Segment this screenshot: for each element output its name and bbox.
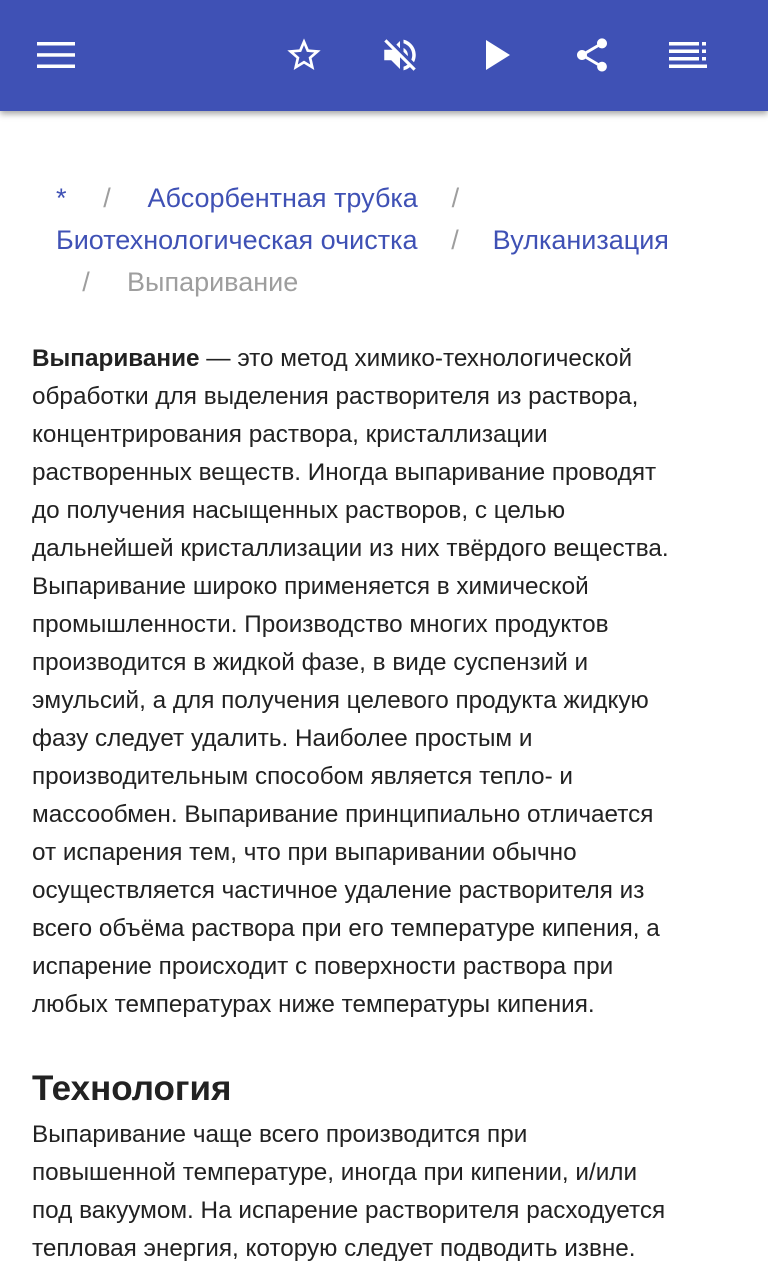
section-paragraph [32, 1116, 744, 1268]
lead-term: Выпаривание [32, 345, 200, 372]
app-toolbar [0, 0, 768, 111]
breadcrumb-link-absorbent-tube[interactable]: Абсорбентная трубка [147, 183, 418, 213]
paragraph-line: от испарения тем, что при выпаривании обычно [32, 839, 577, 866]
paragraph-line: промышленности. Производство многих продуктов [32, 611, 609, 638]
breadcrumb-home-link[interactable]: * [56, 183, 67, 213]
volume-off-icon [379, 34, 421, 76]
breadcrumb-link-biotech-cleaning[interactable]: Биотехнологическая очистка [56, 225, 418, 255]
star-outline-icon [283, 35, 325, 75]
paragraph-line: дальнейшей кристаллизации из них твёрдого вещества. [32, 535, 669, 562]
breadcrumb-separator: / [451, 183, 460, 213]
playlist-icon [669, 42, 707, 68]
breadcrumb-separator: / [451, 225, 459, 255]
paragraph-line: повышенной температуре, иногда при кипении, и/или [32, 1159, 638, 1186]
play-button[interactable] [470, 27, 526, 83]
contents-button[interactable] [660, 27, 716, 83]
menu-icon [37, 42, 75, 68]
share-button[interactable] [564, 27, 620, 83]
breadcrumb [56, 177, 736, 303]
paragraph-line: осуществляется частичное удаление растворителя из [32, 877, 645, 904]
paragraph-line: тепловая энергия, которую следует подводить извне. [32, 1235, 636, 1262]
paragraph-line: Выпаривание широко применяется в химической [32, 573, 589, 600]
play-icon [484, 40, 512, 70]
paragraph-line: испарение происходит с поверхности раствора при [32, 953, 614, 980]
paragraph-line: под вакуумом. На испарение растворителя расходуется [32, 1197, 666, 1224]
section-heading: Технология [32, 1069, 232, 1108]
paragraph-line: производится в жидкой фазе, в виде суспензий и [32, 649, 589, 676]
article-body [32, 340, 744, 1268]
paragraph-line: Выпаривание чаще всего производится при [32, 1121, 528, 1148]
paragraph-line: концентрирования раствора, кристаллизации [32, 421, 548, 448]
paragraph-line: до получения насыщенных растворов, с целью [32, 497, 566, 524]
paragraph-line: эмульсий, а для получения целевого продукта жидкую [32, 687, 649, 714]
article-content [0, 111, 768, 1280]
paragraph-line: любых температурах ниже температуры кипения. [32, 991, 595, 1018]
paragraph-line: фазу следует удалить. Наиболее простым и [32, 725, 533, 752]
paragraph-line: массообмен. Выпаривание принципиально отличается [32, 801, 654, 828]
paragraph-line: производительным способом является тепло- и [32, 763, 573, 790]
breadcrumb-link-vulcanization[interactable]: Вулканизация [492, 225, 669, 255]
paragraph-line: всего объёма раствора при его температуре кипения, а [32, 915, 660, 942]
breadcrumb-separator: / [82, 267, 90, 297]
intro-paragraph [32, 340, 744, 1024]
breadcrumb-separator: / [103, 183, 111, 213]
share-icon [572, 34, 612, 76]
menu-button[interactable] [28, 27, 84, 83]
breadcrumb-current: Выпаривание [127, 267, 299, 297]
mute-button[interactable] [372, 27, 428, 83]
favorite-button[interactable] [276, 27, 332, 83]
paragraph-line: растворенных веществ. Иногда выпаривание проводят [32, 459, 657, 486]
paragraph-line: обработки для выделения растворителя из раствора, [32, 383, 639, 410]
paragraph-line: — это метод химико-технологической [199, 345, 633, 372]
